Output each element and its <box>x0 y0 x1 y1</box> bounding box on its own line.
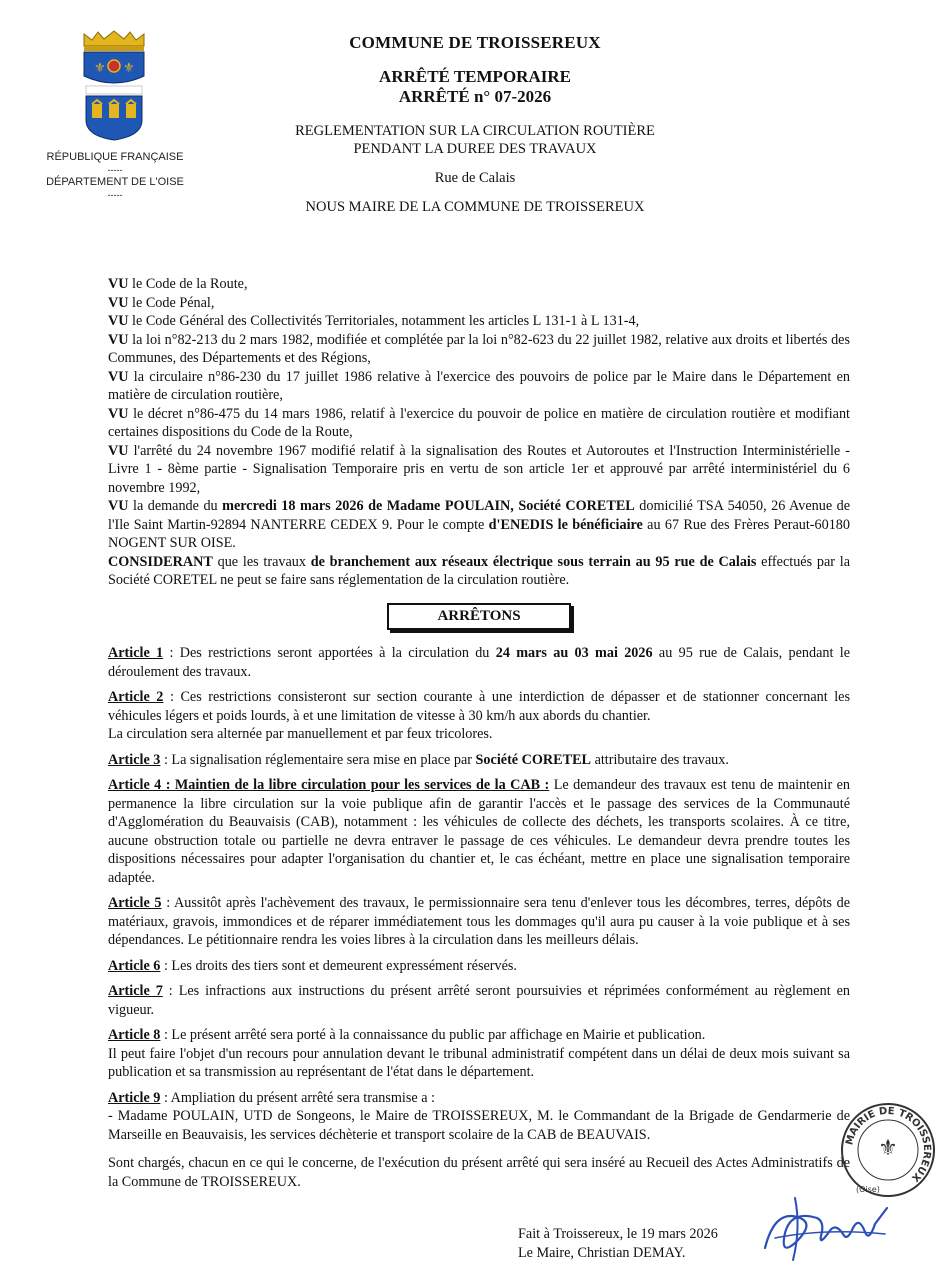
article-dates: 24 mars au 03 mai 2026 <box>495 645 653 661</box>
visa-item <box>108 497 850 553</box>
visa-keyword: VU <box>108 368 129 385</box>
visa-item <box>108 442 850 498</box>
visa-item <box>108 368 850 405</box>
article-text: : Ces restrictions consisteront sur section courante à une interdiction de dépasser et de stationner concernant les véhicules légers et poids lourds, à et une limitation de vitesse à 30 km/h aux abords du chantier. <box>108 689 850 724</box>
article-text: : La signalisation réglementaire sera mise en place par <box>160 751 476 768</box>
article-text: au 95 rue de Calais, pendant le déroulement des travaux. <box>108 645 851 680</box>
article-1 <box>108 644 850 681</box>
article-text: Le demandeur des travaux est tenu de maintenir en permanence la libre circulation sur la voie publique afin de garantir l'accès et le passage des services de la Communauté d'Agglomération du Beauvaisis (CAB), notamment : les véhicules de collecte des déchets, les transports scolaires. À ce titre, aucune obstruction totale ou partielle ne devra entraver le passage de ces véhicules. Le demandeur devra prendre toutes les dispositions nécessaires pour adapter l'organisation du chantier et, le cas échéant, mettre en place une signalisation temporaire adaptée. <box>108 777 850 886</box>
visa-item <box>108 294 850 313</box>
mairie-stamp-icon <box>838 1100 938 1200</box>
document-header <box>230 33 720 216</box>
article-text: : Des restrictions seront apportées à la circulation du <box>163 645 496 661</box>
visa-text: le Code Général des Collectivités Territoriales, notamment les articles L 131-1 à L 131-4, <box>128 313 640 329</box>
article-label: Article 9 <box>108 1089 161 1106</box>
visa-keyword: VU <box>108 498 129 514</box>
reglementation-line: PENDANT LA DUREE DES TRAVAUX <box>353 140 597 157</box>
separator: ----- <box>107 189 123 200</box>
article-text: attributaire des travaux. <box>591 751 729 768</box>
article-2 <box>108 688 850 744</box>
considerant-text: effectués par la Société CORETEL ne peut se faire sans réglementation de la circulation routière. <box>108 553 850 588</box>
arretons-heading: ARRÊTONS <box>387 603 571 631</box>
document-body <box>108 275 850 1205</box>
administrative-block <box>40 150 190 200</box>
stamp-dept: (Oise) <box>856 1185 880 1194</box>
visa-text: le Code Pénal, <box>128 294 215 311</box>
visa-item <box>108 405 850 442</box>
article-label: Article 4 : Maintien de la libre circulation pour les services de la CAB : <box>108 777 550 793</box>
considerant-text: que les travaux <box>212 553 311 570</box>
visa-keyword: VU <box>108 276 129 292</box>
reglementation-subject <box>230 122 720 158</box>
separator: ----- <box>107 164 123 175</box>
article-text: - Madame POULAIN, UTD de Songeons, le Maire de TROISSEREUX, M. le Commandant de la Brigade de Gendarmerie de Marseille en Beauvaisis, les services déchèterie et transport scolaire de la CAB de BEAUVAIS. <box>108 1108 850 1143</box>
svg-text:⚜: ⚜ <box>123 61 135 76</box>
article-7 <box>108 982 850 1019</box>
closing-statement: Sont chargés, chacun en ce qui le concerne, de l'exécution du présent arrêté qui sera inséré au Recueil des Actes Administratifs de la Commune de TROISSEREUX. <box>108 1155 850 1190</box>
svg-text:⚜: ⚜ <box>94 61 106 76</box>
signature-icon <box>755 1188 895 1268</box>
visa-text: la loi n°82-213 du 2 mars 1982, modifiée et complétée par la loi n°82-623 du 22 juillet 1982, relative aux droits et libertés des Communes, des Départements et des Régions, <box>108 331 850 366</box>
reglementation-line: REGLEMENTATION SUR LA CIRCULATION ROUTIÈRE <box>295 122 655 139</box>
arrete-title <box>230 67 720 108</box>
visa-keyword: VU <box>108 313 129 329</box>
visa-keyword: VU <box>108 405 129 422</box>
street-name: Rue de Calais <box>434 170 516 187</box>
visa-text: le Code de la Route, <box>128 276 248 292</box>
article-5 <box>108 894 850 950</box>
place-date: Fait à Troissereux, le 19 mars 2026 <box>518 1226 718 1242</box>
stamp-ring-text: MAIRIE DE TROISSEREUX <box>844 1105 933 1184</box>
visa-text: l'arrêté du 24 novembre 1967 modifié relatif à la signalisation des Routes et Autoroutes et l'Instruction Interministérielle - Livre 1 - 8ème partie - Signalisation Temporaire pris en vertu de son article 1er et approuvé par arrêté interministériel du 6 novembre 1992, <box>108 442 850 496</box>
article-6 <box>108 957 850 976</box>
signoff-block <box>518 1225 718 1262</box>
article-text: : Les droits des tiers sont et demeurent expressément réservés. <box>160 957 517 974</box>
article-text: La circulation sera alternée par manuellement et par feux tricolores. <box>108 726 493 742</box>
article-emphasis: Société CORETEL <box>475 751 592 768</box>
article-text: : Le présent arrêté sera porté à la connaissance du public par affichage en Mairie et publication. <box>160 1027 706 1043</box>
considerant-keyword: CONSIDERANT <box>108 553 213 570</box>
visa-text: la demande du <box>128 498 223 514</box>
svg-text:⚜: ⚜ <box>878 1136 898 1161</box>
article-8 <box>108 1026 850 1082</box>
maire-statement: NOUS MAIRE DE LA COMMUNE DE TROISSEREUX <box>305 199 645 216</box>
article-label: Article 2 <box>108 689 164 705</box>
article-text: Il peut faire l'objet d'un recours pour annulation devant le tribunal administratif compétent dans un délai de deux mois suivant sa publication et sa transmission au représentant de l'état dans le département. <box>108 1045 850 1080</box>
article-4 <box>108 776 850 887</box>
article-3 <box>108 751 850 770</box>
coat-of-arms-icon <box>78 30 150 142</box>
visa-emphasis: mercredi 18 mars 2026 de Madame POULAIN, Société CORETEL <box>222 498 635 514</box>
maire-name: Le Maire, Christian DEMAY. <box>518 1244 686 1261</box>
republique-label: RÉPUBLIQUE FRANÇAISE <box>46 151 184 163</box>
article-label: Article 1 <box>108 645 164 661</box>
commune-title: COMMUNE DE TROISSEREUX <box>349 33 601 52</box>
visa-item <box>108 275 850 294</box>
visa-keyword: VU <box>108 442 129 459</box>
article-label: Article 3 <box>108 751 161 768</box>
visa-text: au 67 Rue des Frères Peraut-60180 NOGENT SUR OISE. <box>108 516 850 551</box>
visa-keyword: VU <box>108 331 129 348</box>
visa-text: le décret n°86-475 du 14 mars 1986, relatif à l'exercice du pouvoir de police en matière de circulation routière et modifiant certaines dispositions du Code de la Route, <box>108 405 850 440</box>
visa-emphasis: d'ENEDIS le bénéficiaire <box>488 516 643 533</box>
visa-text: la circulaire n°86-230 du 17 juillet 1986 relative à l'exercice des pouvoirs de police par le Maire dans le Département en matière de circulation routière, <box>108 368 850 403</box>
article-label: Article 6 <box>108 957 161 974</box>
article-9 <box>108 1089 850 1145</box>
arrete-number: ARRÊTÉ n° 07-2026 <box>398 87 552 107</box>
visa-keyword: VU <box>108 294 129 311</box>
article-label: Article 8 <box>108 1027 161 1043</box>
article-text: : Ampliation du présent arrêté sera transmise a : <box>160 1089 435 1106</box>
considerant-item <box>108 553 850 590</box>
article-text: : Les infractions aux instructions du présent arrêté seront poursuivies et réprimées conformément au règlement en vigueur. <box>108 983 851 1018</box>
article-text: : Aussitôt après l'achèvement des travaux, le permissionnaire sera tenu d'enlever tous les décombres, terres, dépôts de matériaux, gravois, immondices et de réparer immédiatement tous les dommages qu'il aura pu causer à la voie publique et à ses dépendances. Le pétitionnaire rendra les voies libres à la circulation dans les meilleurs délais. <box>108 895 850 948</box>
visa-item <box>108 312 850 331</box>
considerant-emphasis: de branchement aux réseaux électrique sous terrain au 95 rue de Calais <box>310 553 757 570</box>
departement-label: DÉPARTEMENT DE L'OISE <box>46 175 184 188</box>
visa-item <box>108 331 850 368</box>
arrete-type: ARRÊTÉ TEMPORAIRE <box>379 67 571 86</box>
visas-section <box>108 275 850 590</box>
visa-text: domicilié TSA 54050, 26 Avenue de l'Ile Saint Martin-92894 NANTERRE CEDEX 9. Pour le compte <box>108 498 851 533</box>
article-label: Article 5 <box>108 895 162 911</box>
article-label: Article 7 <box>108 983 163 999</box>
